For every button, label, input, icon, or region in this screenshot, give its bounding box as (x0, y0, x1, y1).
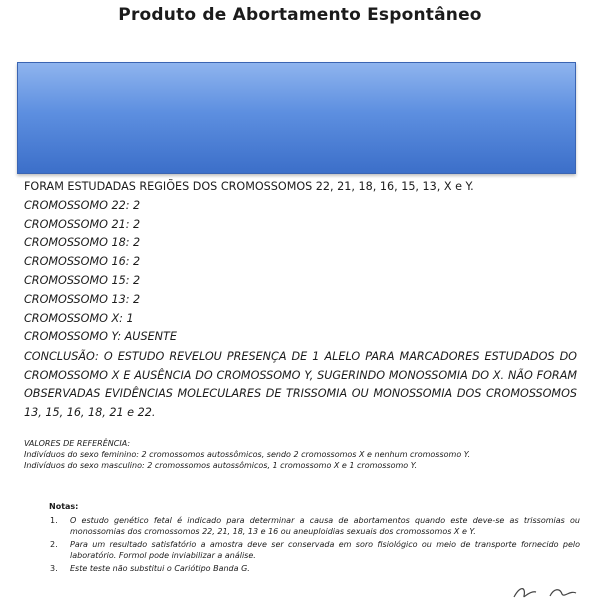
note-number: 3. (50, 564, 58, 573)
note-number: 2. (50, 540, 58, 549)
results-section (24, 178, 584, 347)
note-number: 1. (50, 516, 58, 525)
chromosome-18-result: CROMOSSOMO 18: 2 (24, 236, 141, 250)
note-item (50, 515, 580, 537)
document-title: Produto de Abortamento Espontâneo (118, 5, 482, 25)
notes-section (50, 501, 580, 576)
note-item (50, 539, 580, 561)
chromosome-y-result: CROMOSSOMO Y: AUSENTE (24, 330, 177, 344)
note-text: O estudo genético fetal é indicado para determinar a causa de abortamentos quando este deve-se as trissomias ou monossomias dos cromossomos 22, 21, 18, 13 e 16 ou aneuploidias sexuais dos cromossomos X e Y. (70, 516, 580, 536)
note-text: Para um resultado satisfatório a amostra deve ser conservada em soro fisiológico ou meio de transporte fornecido pelo laboratório. Formol pode inviabilizar a análise. (70, 540, 580, 560)
chromosome-22-result: CROMOSSOMO 22: 2 (24, 198, 141, 212)
studied-regions-text: FORAM ESTUDADAS REGIÕES DOS CROMOSSOMOS 22, 21, 18, 16, 15, 13, X e Y. (24, 180, 474, 193)
signature-scribble (510, 584, 590, 600)
notes-title: Notas: (49, 502, 79, 511)
reference-values-section (24, 438, 584, 471)
note-text: Este teste não substitui o Cariótipo Banda G. (70, 564, 250, 573)
chromosome-21-result: CROMOSSOMO 21: 2 (24, 217, 141, 231)
chromosome-13-result: CROMOSSOMO 13: 2 (24, 292, 141, 306)
conclusion-text: CONCLUSÃO: O ESTUDO REVELOU PRESENÇA DE 1 ALELO PARA MARCADORES ESTUDADOS DO CROMOSSOMO X E AUSÊNCIA DO CROMOSSOMO Y, SUGERINDO MONOSSOMIA DO X. NÃO FORAM OBSERVADAS EVIDÊNCIAS MOLECULARES DE TRISSOMIA OU MONOSSOMIA DOS CROMOSSOMOS 13, 15, 16, 18, 21 e 22. (24, 350, 577, 419)
chromosome-x-result: CROMOSSOMO X: 1 (24, 311, 134, 325)
header-banner (17, 62, 576, 174)
reference-male: Indivíduos do sexo masculino: 2 cromossomos autossômicos, 1 cromossomo X e 1 cromossomo Y. (24, 461, 418, 470)
reference-female: Indivíduos do sexo feminino: 2 cromossomos autossômicos, sendo 2 cromossomos X e nenhum cromossomo Y. (24, 450, 471, 459)
note-item (50, 563, 580, 574)
reference-heading: VALORES DE REFERÊNCIA: (24, 439, 131, 448)
conclusion-paragraph (24, 348, 577, 422)
notes-list (50, 515, 580, 574)
chromosome-16-result: CROMOSSOMO 16: 2 (24, 255, 141, 269)
chromosome-15-result: CROMOSSOMO 15: 2 (24, 273, 141, 287)
